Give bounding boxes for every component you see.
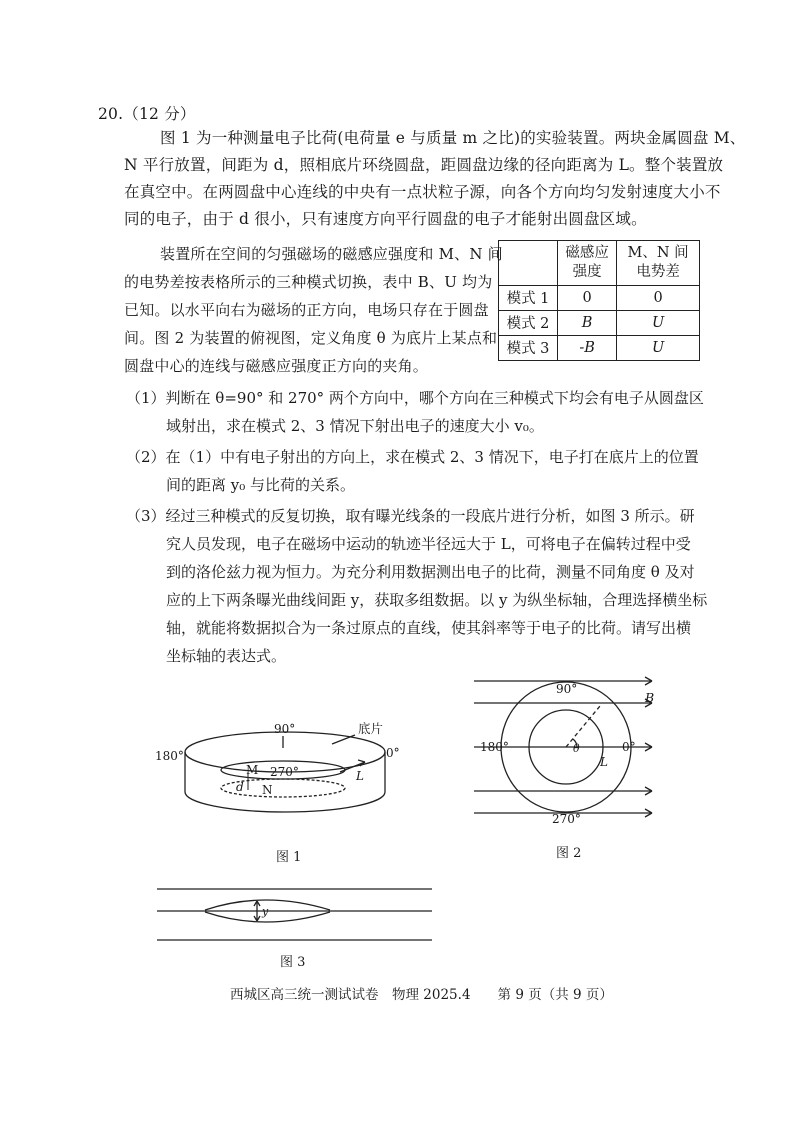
fig1-label-l: L (356, 769, 364, 783)
fig1-label-0: 0° (386, 746, 400, 760)
subq3-line-3: 到的洛伦兹力视为恒力。为充分利用数据测出电子的比荷，测量不同角度 θ 及对 (166, 563, 695, 581)
para2-line-4: 间。图 2 为装置的俯视图，定义角度 θ 为底片上某点和 (124, 329, 498, 347)
fig2-label-b: B (645, 690, 655, 705)
fig2-label-theta: θ (573, 742, 580, 755)
table-header-b: 磁感应 强度 (558, 241, 617, 286)
fig1-film-bottom-arc (185, 792, 385, 812)
fig3-exposure-curve-lower (205, 912, 330, 922)
fig2-label-0: 0° (622, 740, 636, 754)
fig2-label-l: L (600, 755, 608, 769)
fig1-label-m: M (246, 763, 259, 777)
fig1-label-n: N (262, 783, 273, 797)
para2-line-3: 已知。以水平向右为磁场的正方向，电场只存在于圆盘 (124, 301, 489, 319)
fig3-y-arrow-head (254, 901, 260, 906)
figure-1-caption: 图 1 (276, 850, 302, 865)
page-footer: 西城区高三统一测试试卷 物理 2025.4 第 9 页（共 9 页） (230, 987, 613, 1003)
fig3-exposure-curve-upper (205, 900, 330, 910)
figure-2-caption: 图 2 (556, 846, 582, 861)
table-cell-u: 0 (617, 285, 700, 310)
fig2-radius-line (566, 706, 600, 747)
fig2-arrow-head (645, 743, 652, 751)
subq3-line-6: 坐标轴的表达式。 (166, 647, 287, 665)
fig1-L-arrow-head (358, 760, 365, 766)
figure-3-caption: 图 3 (280, 955, 306, 970)
fig2-label-180: 180° (480, 740, 509, 754)
table-row (499, 335, 700, 360)
fig1-L-arrow (340, 762, 365, 772)
table-header-u: M、N 间 电势差 (617, 241, 700, 286)
fig1-label-90: 90° (274, 722, 296, 736)
fig2-film-circle (501, 682, 631, 812)
fig1-label-film: 底片 (358, 721, 384, 736)
fig2-arrow-head (645, 699, 652, 707)
table-cell-b: -B (558, 335, 617, 360)
table-cell-mode: 模式 2 (499, 310, 558, 335)
intro-line-4: 同的电子，由于 d 很小，只有速度方向平行圆盘的电子才能射出圆盘区域。 (124, 210, 647, 228)
table-cell-mode: 模式 3 (499, 335, 558, 360)
fig3-y-arrow-head (254, 916, 260, 921)
fig2-theta-arc (573, 739, 577, 747)
intro-line-1: 图 1 为一种测量电子比荷(电荷量 e 与质量 m 之比)的实验装置。两块金属圆盘 M、 (160, 129, 746, 147)
fig2-arrow-head (645, 809, 652, 817)
para2-line-1: 装置所在空间的匀强磁场的磁感应强度和 M、N 间 (160, 245, 503, 263)
question-number: 20.（12 分） (98, 105, 196, 123)
subq3-line-5: 轴，就能将数据拟合为一条过原点的直线，使其斜率等于电子的比荷。请写出横 (166, 619, 692, 637)
subq3-line-4: 应的上下两条曝光曲线间距 y，获取多组数据。以 y 为纵坐标轴，合理选择横坐标 (166, 591, 708, 609)
subq3-line-1: （3）经过三种模式的反复切换，取有曝光线条的一段底片进行分析，如图 3 所示。研 (126, 507, 695, 525)
fig3-label-y: y (262, 905, 269, 918)
fig1-disk-n (221, 779, 345, 797)
subq1-line-2: 域射出，求在模式 2、3 情况下射出电子的速度大小 v₀。 (166, 417, 544, 435)
fig1-film-pointer (332, 735, 355, 744)
table-cell-u: U (617, 335, 700, 360)
fig2-disk-circle (529, 710, 603, 784)
table-corner-cell (499, 241, 558, 286)
mode-table (498, 240, 700, 361)
fig2-label-90: 90° (556, 682, 578, 696)
subq3-line-2: 究人员发现，电子在磁场中运动的轨迹半径远大于 L，可将电子在偏转过程中受 (166, 535, 691, 553)
fig2-arrow-head (645, 677, 652, 685)
table-row (499, 310, 700, 335)
fig1-label-180: 180° (155, 749, 184, 763)
fig1-label-d: d (236, 780, 244, 794)
table-cell-b: B (558, 310, 617, 335)
para2-line-2: 的电势差按表格所示的三种模式切换，表中 B、U 均为 (124, 273, 493, 291)
subq2-line-2: 间的距离 y₀ 与比荷的关系。 (166, 476, 356, 494)
fig1-film-top-ellipse (185, 732, 385, 772)
para2-line-5: 圆盘中心的连线与磁感应强度正方向的夹角。 (124, 357, 429, 375)
fig2-arrow-head (645, 787, 652, 795)
fig1-disk-m (221, 761, 345, 779)
subq1-line-1: （1）判断在 θ=90° 和 270° 两个方向中，哪个方向在三种模式下均会有电子从圆盘区 (126, 389, 704, 407)
table-cell-b: 0 (558, 285, 617, 310)
fig1-label-270: 270° (270, 765, 299, 779)
subq2-line-1: （2）在（1）中有电子射出的方向上，求在模式 2、3 情况下，电子打在底片上的位置 (126, 448, 699, 466)
intro-line-2: N 平行放置，间距为 d，照相底片环绕圆盘，距圆盘边缘的径向距离为 L。整个装置放 (124, 156, 724, 174)
table-cell-u: U (617, 310, 700, 335)
table-cell-mode: 模式 1 (499, 285, 558, 310)
table-row (499, 285, 700, 310)
intro-line-3: 在真空中。在两圆盘中心连线的中央有一点状粒子源，向各个方向均匀发射速度大小不 (124, 183, 721, 201)
fig2-label-270: 270° (552, 812, 581, 826)
